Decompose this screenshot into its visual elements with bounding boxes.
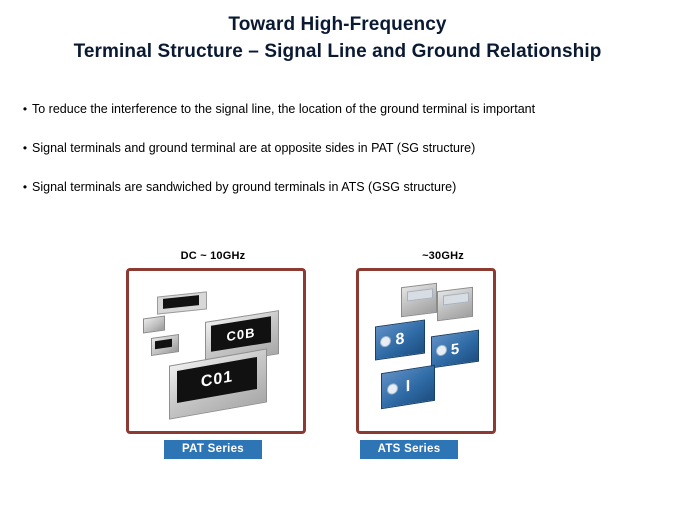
chip-gray-1: [401, 283, 437, 317]
bullet-icon: •: [22, 141, 28, 155]
chip-speck-1: [143, 315, 165, 333]
chip-blue-3-terminal: [387, 383, 398, 396]
bullet-text: Signal terminals are sandwiched by ground terminals in ATS (GSG structure): [32, 180, 457, 194]
chip-large-marking: C01: [177, 357, 257, 403]
figure-pat: [118, 250, 308, 459]
figure-row: [0, 250, 675, 500]
chip-blue-1-terminal: [380, 335, 391, 348]
ats-product-photo: [359, 271, 493, 431]
list-item: [18, 100, 675, 118]
bullet-icon: •: [22, 180, 28, 194]
chip-blue-1-marking: 8: [395, 330, 405, 349]
badge-ats-series: ATS Series: [360, 440, 458, 459]
chip-blue-3: [381, 365, 435, 410]
title-line-1: Toward High-Frequency: [228, 14, 447, 35]
title-line-2: Terminal Structure – Signal Line and Ground Relationship: [73, 41, 602, 62]
page-title: [0, 0, 675, 66]
chip-gray-2-pad: [443, 292, 469, 305]
bullet-icon: •: [22, 102, 28, 116]
bullet-text: To reduce the interference to the signal line, the location of the ground terminal is important: [32, 102, 536, 116]
chip-blue-2: [431, 330, 479, 369]
list-item: [18, 178, 675, 196]
figure-pat-caption: DC ~ 10GHz: [180, 250, 246, 262]
chip-medium-marking: C0B: [211, 316, 271, 352]
bullet-text: Signal terminals and ground terminal are at opposite sides in PAT (SG structure): [32, 141, 476, 155]
pat-product-photo: [129, 271, 303, 431]
figure-ats: [348, 250, 538, 459]
list-item: [18, 139, 675, 157]
figure-ats-image: [356, 268, 496, 434]
bullet-list: [0, 100, 675, 196]
chip-gray-1-pad: [407, 288, 433, 301]
figure-ats-caption: ~30GHz: [422, 250, 464, 262]
chip-blue-2-terminal: [436, 344, 447, 357]
badge-pat-series: PAT Series: [164, 440, 262, 459]
chip-gray-2: [437, 287, 473, 321]
chip-blue-3-marking: I: [405, 377, 411, 396]
chip-blue-1: [375, 319, 425, 360]
figure-pat-image: [126, 268, 306, 434]
chip-blue-2-marking: 5: [450, 339, 460, 359]
